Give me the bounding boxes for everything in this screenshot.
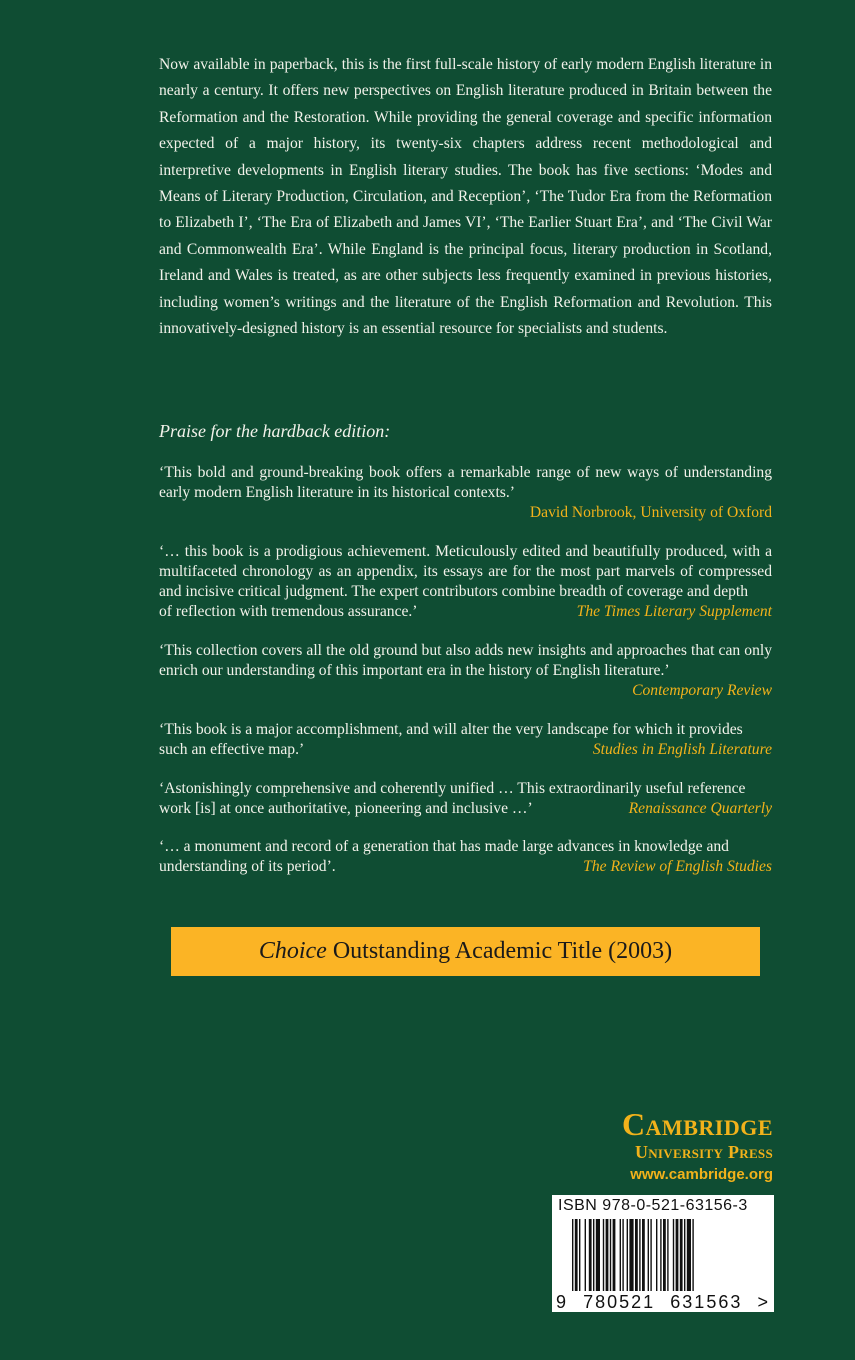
barcode-bar bbox=[596, 1219, 600, 1291]
barcode-bar bbox=[629, 1219, 633, 1291]
barcode-bar bbox=[575, 1219, 578, 1291]
barcode-bar bbox=[667, 1219, 668, 1291]
barcode-digits bbox=[556, 1292, 770, 1312]
quote-text: ‘This collection covers all the old ground but also adds new insights and approaches that can only enrich our understanding of this important era in the history of English literature.’ bbox=[159, 642, 772, 679]
quote-attribution: David Norbrook, University of Oxford bbox=[529, 504, 772, 521]
barcode-bar bbox=[660, 1219, 661, 1291]
review-quote bbox=[159, 641, 772, 701]
award-title: Outstanding Academic Title (2003) bbox=[332, 938, 673, 964]
quote-attribution: Contemporary Review bbox=[632, 682, 772, 699]
review-quote bbox=[159, 779, 772, 819]
barcode-bar bbox=[622, 1219, 623, 1291]
barcode-bar bbox=[635, 1219, 638, 1291]
barcode-bar bbox=[603, 1219, 604, 1291]
publisher-logo bbox=[622, 1108, 773, 1186]
barcode-bar bbox=[572, 1219, 573, 1291]
review-quote bbox=[159, 463, 772, 523]
publisher-subtitle: University Press bbox=[634, 1142, 773, 1162]
barcode-bar bbox=[648, 1219, 649, 1291]
quote-text: ‘… a monument and record of a generation that has made large advances in knowledge and bbox=[159, 838, 729, 855]
quote-text: ‘This book is a major accomplishment, and will alter the very landscape for which it provides bbox=[159, 721, 743, 738]
barcode-arrow: > bbox=[757, 1292, 770, 1312]
review-quote bbox=[159, 720, 772, 760]
barcode-digit-lead: 9 bbox=[556, 1292, 569, 1312]
barcode-digit-group: 631563 bbox=[670, 1292, 743, 1312]
quote-text: ‘Astonishingly comprehensive and coherently unified … This extraordinarily useful reference bbox=[159, 780, 746, 797]
barcode-bar bbox=[593, 1219, 594, 1291]
barcode-bar bbox=[680, 1219, 683, 1291]
quote-attribution: The Review of English Studies bbox=[583, 858, 772, 875]
barcode-bar bbox=[684, 1219, 685, 1291]
quote-text-last-line: of reflection with tremendous assurance.’ bbox=[159, 603, 418, 620]
publisher-url: www.cambridge.org bbox=[630, 1166, 773, 1183]
quote-text: ‘This bold and ground-breaking book offers a remarkable range of new ways of understanding early modern English literature in its historical contexts.’ bbox=[159, 464, 772, 501]
barcode-bar bbox=[656, 1219, 657, 1291]
publisher-name: Cambridge bbox=[621, 1106, 773, 1142]
quote-text-last-line: understanding of its period’. bbox=[159, 858, 336, 875]
barcode-bar bbox=[589, 1219, 592, 1291]
barcode-digit-group: 780521 bbox=[583, 1292, 656, 1312]
award-banner bbox=[171, 927, 760, 976]
barcode-bar bbox=[627, 1219, 628, 1291]
barcode-bar bbox=[613, 1219, 616, 1291]
quote-text-last-line: such an effective map.’ bbox=[159, 741, 305, 758]
quote-attribution: Studies in English Literature bbox=[592, 741, 772, 758]
barcode-bar bbox=[673, 1219, 674, 1291]
barcode-bars bbox=[572, 1219, 756, 1291]
barcode-bar bbox=[687, 1219, 691, 1291]
barcode-bar bbox=[620, 1219, 621, 1291]
quote-attribution: The Times Literary Supplement bbox=[576, 603, 772, 620]
review-quote bbox=[159, 542, 772, 622]
barcode-bar bbox=[639, 1219, 640, 1291]
book-description: Now available in paperback, this is the first full-scale history of early modern English literature in nearly a century. It offers new perspectives on English literature produced in Britain between the Reformation and the Restoration. While providing the general coverage and specific information expected of a major history, its twenty-six chapters address recent methodological and interpretive developments in English literary studies. The book has five sections: ‘Modes and Means of Literary Production, Circulation, and Reception’, ‘The Tudor Era from the Reformation to Elizabeth I’, ‘The Era of Elizabeth and James VI’, ‘The Earlier Stuart Era’, and ‘The Civil War and Commonwealth Era’. While England is the principal focus, literary production in Scotland, Ireland and Wales is treated, as are other subjects less frequently examined in previous histories, including women’s writings and the literature of the English Reformation and Revolution. This innovatively-designed history is an essential resource for specialists and students. bbox=[159, 56, 772, 338]
award-choice: Choice bbox=[258, 938, 327, 964]
isbn-barcode bbox=[552, 1195, 774, 1312]
barcode-bar bbox=[676, 1219, 679, 1291]
review-quote bbox=[159, 837, 772, 877]
quote-text: ‘… this book is a prodigious achievement. Meticulously edited and beautifully produced, with a multifaceted chronology as an appendix, its essays are for the most part marvels of compressed and incisive critical judgment. The expert contributors combine breadth of coverage and depth bbox=[159, 543, 772, 600]
quote-text-last-line: work [is] at once authoritative, pioneering and inclusive …’ bbox=[159, 800, 533, 817]
barcode-bar bbox=[579, 1219, 580, 1291]
barcode-bar bbox=[585, 1219, 586, 1291]
barcode-bar bbox=[663, 1219, 666, 1291]
barcode-bar bbox=[606, 1219, 609, 1291]
quote-attribution: Renaissance Quarterly bbox=[628, 800, 772, 817]
isbn-label: ISBN 978-0-521-63156-3 bbox=[558, 1197, 748, 1214]
barcode-bar bbox=[642, 1219, 645, 1291]
barcode-bar bbox=[610, 1219, 611, 1291]
barcode-bar bbox=[650, 1219, 651, 1291]
praise-heading: Praise for the hardback edition: bbox=[159, 421, 391, 441]
barcode-bar bbox=[692, 1219, 693, 1291]
